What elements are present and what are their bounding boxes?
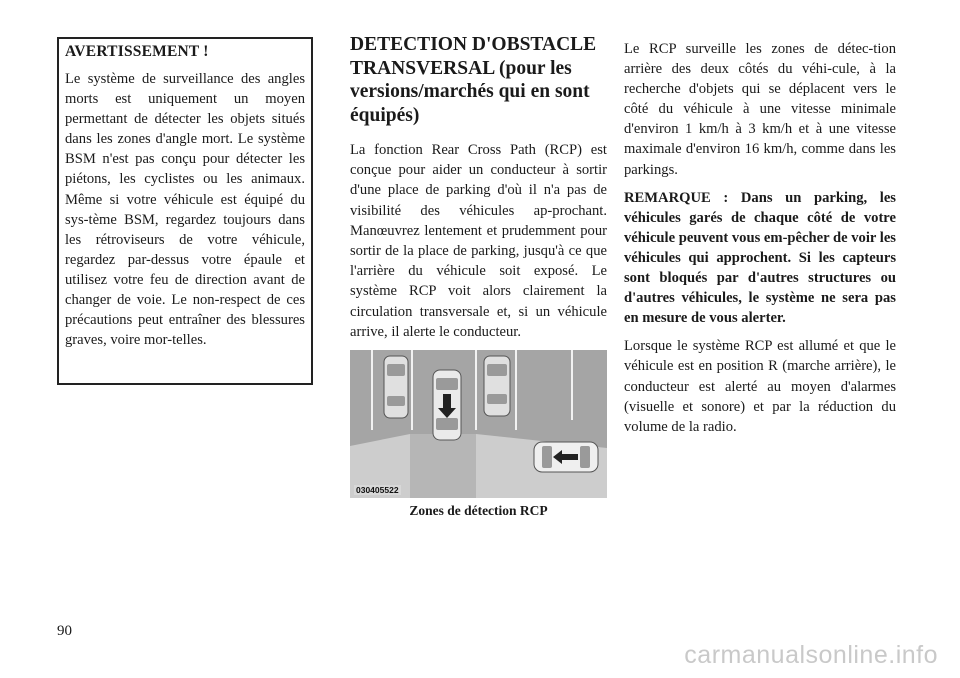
parking-lot-illustration	[350, 350, 607, 498]
figure-caption: Zones de détection RCP	[409, 503, 548, 518]
page-number: 90	[57, 623, 72, 639]
note-paragraph: REMARQUE : Dans un parking, les véhicules garés de chaque côté de votre véhicule peuvent vous em-pêcher de voir les véhicules qui approchent. Si les capteurs sont bloqués par d'autres structures ou d'autres véhicules, le système ne sera pas en mesure de vous alerter.	[624, 189, 896, 327]
warning-text: Le système de surveillance des angles morts est uniquement un moyen permettant de détecter les objets situés dans les zones d'angle mort. Le système BSM n'est pas conçu pour détecter les piétons, les cyclistes ou les animaux. Même si votre véhicule est équipé du sys-tème BSM, regardez toujours dans les rétroviseurs de votre véhicule, regardez par-dessus votre épaule et utilisez votre feu de direction avant de changer de voie. Le non-respect de ces précautions peut entraîner des blessures graves, voire mor-telles.	[65, 71, 305, 349]
rcp-alert-paragraph: Lorsque le système RCP est allumé et que le véhicule est en position R (marche arrière), le conducteur est alerté au moyen d'alarmes (visuelle et sonore) et par la réduction du volume de la radio.	[624, 338, 896, 435]
section-column	[350, 33, 607, 342]
figure-code: 030405522	[356, 485, 399, 495]
warning-box	[57, 37, 313, 385]
rcp-diagram	[350, 350, 607, 498]
right-column	[624, 39, 896, 445]
approaching-car	[534, 442, 598, 472]
parked-car-left	[384, 356, 408, 418]
section-heading: DETECTION D'OBSTACLE TRANSVERSAL (pour les versions/marchés qui en sont équipés)	[350, 34, 597, 126]
section-intro: La fonction Rear Cross Path (RCP) est conçue pour aider un conducteur à sortir d'une place de parking d'où il n'a pas de visibilité des véhicules ap-prochant. Manœuvrez lentement et prudemment pour sortir de la place de parking, jusqu'à ce que l'arrière du véhicule soit exposé. Le système RCP voit alors clairement la circulation transversale et, si un véhicule arrive, il alerte le conducteur.	[350, 142, 607, 340]
rcp-description: Le RCP surveille les zones de détec-tion arrière des deux côtés du véhi-cule, à la recherche d'objets qui se déplacent vers le côté du véhicule à une vitesse minimale d'environ 1 km/h à 3 km/h et à une vitesse maximale d'environ 16 km/h, comme dans les parkings.	[624, 41, 896, 178]
reversing-car	[433, 370, 461, 440]
watermark: carmanualsonline.info	[684, 641, 938, 669]
warning-title: AVERTISSEMENT !	[65, 43, 209, 60]
parked-car-right	[484, 356, 510, 416]
